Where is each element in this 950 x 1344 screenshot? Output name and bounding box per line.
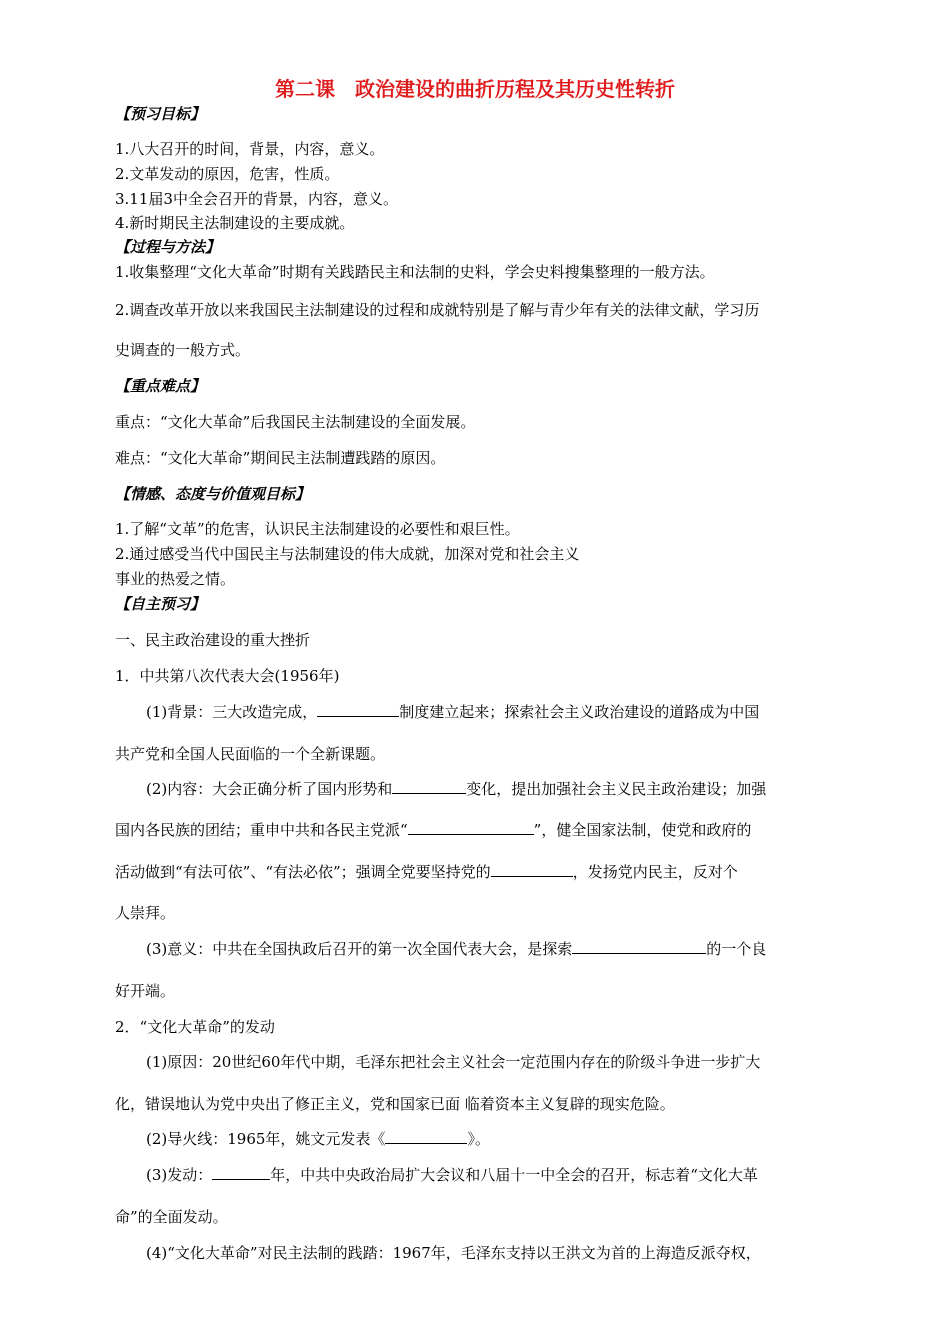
text-span: 制度建立起来；探索社会主义政治建设的道路成为中国 bbox=[399, 703, 760, 721]
fill-blank[interactable] bbox=[491, 862, 573, 877]
emotion-goal-1: 1.了解“文革”的危害，认识民主法制建设的必要性和艰巨性。 bbox=[115, 520, 520, 538]
emotion-goal-2-line2: 事业的热爱之情。 bbox=[115, 570, 236, 588]
launch-line2: 命”的全面发动。 bbox=[115, 1208, 228, 1226]
preview-goal-1: 1.八大召开的时间，背景，内容，意义。 bbox=[115, 140, 385, 158]
emotion-goal-2-line1: 2.通过感受当代中国民主与法制建设的伟大成就，加深对党和社会主义 bbox=[115, 545, 580, 563]
text-span: (1)背景：三大改造完成， bbox=[146, 703, 318, 721]
content-line3 bbox=[115, 862, 738, 882]
fill-blank[interactable] bbox=[408, 820, 534, 835]
text-span: (2)导火线：1965年，姚文元发表《 bbox=[146, 1130, 386, 1148]
key-point-focus: 重点：“文化大革命”后我国民主法制建设的全面发展。 bbox=[115, 413, 476, 431]
fill-blank[interactable] bbox=[212, 1165, 270, 1180]
text-span: 年，中共中央政治局扩大会议和八届十一中全会的召开，标志着“文化大革 bbox=[270, 1166, 758, 1184]
fill-blank[interactable] bbox=[317, 702, 399, 717]
section2-heading: 2．“文化大革命”的发动 bbox=[115, 1018, 275, 1036]
text-span: 》。 bbox=[467, 1130, 490, 1148]
text-span: 国内各民族的团结；重申中共和各民主党派“ bbox=[115, 821, 408, 839]
key-point-difficulty: 难点：“文化大革命”期间民主法制遭践踏的原因。 bbox=[115, 449, 446, 467]
preview-goal-4: 4.新时期民主法制建设的主要成就。 bbox=[115, 214, 355, 232]
heading-key-points: 【重点难点】 bbox=[115, 377, 206, 395]
section1-heading: 一、民主政治建设的重大挫折 bbox=[115, 631, 311, 649]
text-span: (3)意义：中共在全国执政后召开的第一次全国代表大会，是探索 bbox=[146, 940, 573, 958]
page-title: 第二课 政治建设的曲折历程及其历史性转折 bbox=[275, 77, 675, 101]
text-span: 变化，提出加强社会主义民主政治建设；加强 bbox=[466, 780, 767, 798]
section1-item1: 1．中共第八次代表大会(1956年) bbox=[115, 667, 340, 685]
heading-emotion-goals: 【情感、态度与价值观目标】 bbox=[115, 485, 311, 503]
significance-line2: 好开端。 bbox=[115, 982, 176, 1000]
trample-line: (4)“文化大革命”对民主法制的践踏：1967年，毛泽东支持以王洪文为首的上海造反派夺权， bbox=[146, 1244, 761, 1262]
heading-preview-goals: 【预习目标】 bbox=[115, 105, 206, 123]
text-span: ，发扬党内民主，反对个 bbox=[572, 863, 738, 881]
text-span: (3)发动： bbox=[146, 1166, 213, 1184]
heading-process-methods: 【过程与方法】 bbox=[115, 238, 221, 256]
cause-line2: 化，错误地认为党中央出了修正主义，党和国家已面 临着资本主义复辟的现实危险。 bbox=[115, 1095, 675, 1113]
fill-blank[interactable] bbox=[392, 779, 466, 794]
process-method-2-line1: 2.调查改革开放以来我国民主法制建设的过程和成就特别是了解与青少年有关的法律文献，学习历 bbox=[115, 301, 760, 319]
preview-goal-3: 3.11届3中全会召开的背景，内容，意义。 bbox=[115, 190, 398, 208]
fuse-line bbox=[146, 1129, 490, 1149]
content-line1 bbox=[146, 779, 766, 799]
content-line4: 人崇拜。 bbox=[115, 904, 176, 922]
background-line2: 共产党和全国人民面临的一个全新课题。 bbox=[115, 745, 386, 763]
process-method-2-line2: 史调查的一般方式。 bbox=[115, 341, 251, 359]
text-span: 的一个良 bbox=[706, 940, 767, 958]
significance-line1 bbox=[146, 939, 766, 959]
text-span: (2)内容：大会正确分析了国内形势和 bbox=[146, 780, 393, 798]
text-span: ”，健全国家法制，使党和政府的 bbox=[533, 821, 752, 839]
cause-line1: (1)原因：20世纪60年代中期，毛泽东把社会主义社会一定范围内存在的阶级斗争进一步扩大 bbox=[146, 1053, 761, 1071]
background-line1 bbox=[146, 702, 759, 722]
preview-goal-2: 2.文革发动的原因，危害，性质。 bbox=[115, 165, 340, 183]
process-method-1: 1.收集整理“文化大革命”时期有关践踏民主和法制的史料，学会史料搜集整理的一般方法。 bbox=[115, 263, 715, 281]
launch-line1 bbox=[146, 1165, 758, 1185]
fill-blank[interactable] bbox=[572, 939, 706, 954]
content-line2 bbox=[115, 820, 751, 840]
heading-self-preview: 【自主预习】 bbox=[115, 595, 206, 613]
text-span: 活动做到“有法可依”、“有法必依”；强调全党要坚持党的 bbox=[115, 863, 491, 881]
fill-blank[interactable] bbox=[385, 1129, 467, 1144]
